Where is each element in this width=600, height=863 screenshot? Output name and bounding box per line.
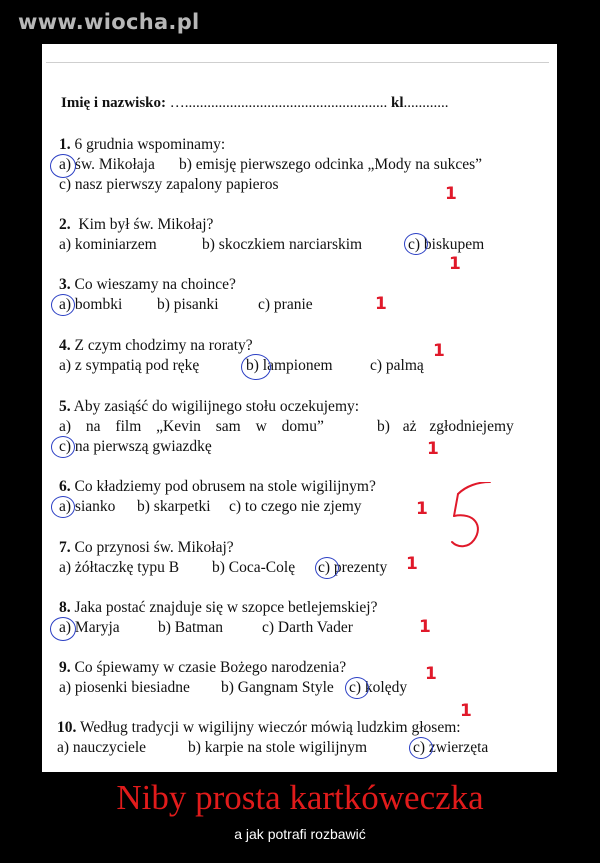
answer-b: b) aż zgłodniejemy xyxy=(377,418,514,435)
point-mark: 1 xyxy=(416,499,428,519)
question-5 xyxy=(59,397,557,457)
answer-a: a) kominiarzem xyxy=(59,236,157,253)
question-number: 7. xyxy=(59,539,71,556)
question-text: Według tradycji w wigilijny wieczór mówią ludzkim głosem: xyxy=(79,719,461,736)
answer-circle xyxy=(409,737,433,759)
top-rule xyxy=(46,62,549,63)
point-mark: 1 xyxy=(406,554,418,574)
answer-c: c) palmą xyxy=(370,357,424,374)
answer-circle xyxy=(241,354,271,380)
question-number: 6. xyxy=(59,478,71,495)
question-4 xyxy=(59,336,557,376)
question-1 xyxy=(59,135,557,195)
site-watermark: www.wiocha.pl xyxy=(18,10,200,34)
question-2 xyxy=(59,215,557,255)
answer-circle xyxy=(51,436,75,458)
question-text: Co kładziemy pod obrusem na stole wigilijnym? xyxy=(74,478,376,495)
question-text: Co wieszamy na choince? xyxy=(74,276,236,293)
question-8 xyxy=(59,598,557,638)
question-number: 8. xyxy=(59,599,71,616)
answer-b: b) Coca-Colę xyxy=(212,559,296,576)
question-number: 5. xyxy=(59,398,71,415)
answer-circle xyxy=(50,154,76,178)
question-text: Kim był św. Mikołaj? xyxy=(78,216,214,233)
answer-a: a) żółtaczkę typu B xyxy=(59,559,180,576)
question-text: 6 grudnia wspominamy: xyxy=(74,136,226,153)
name-label: Imię i nazwisko: xyxy=(61,95,166,111)
answer-c: c) zwierzęta xyxy=(413,739,489,756)
answer-a: a) św. Mikołaja xyxy=(59,156,155,173)
point-mark: 1 xyxy=(449,254,461,274)
answer-a: a) z sympatią pod rękę xyxy=(59,357,200,374)
answer-b: b) emisję pierwszego odcinka „Mody na sukces” xyxy=(179,156,483,173)
answer-a: a) Maryja xyxy=(59,619,120,636)
answer-circle xyxy=(51,294,75,316)
answer-c: c) Darth Vader xyxy=(262,619,353,636)
point-mark: 1 xyxy=(433,341,445,361)
answer-c: c) kolędy xyxy=(349,679,408,696)
question-text: Co przynosi św. Mikołaj? xyxy=(74,539,234,556)
answer-circle xyxy=(51,496,75,518)
point-mark: 1 xyxy=(425,664,437,684)
point-mark: 1 xyxy=(375,294,387,314)
point-mark: 1 xyxy=(445,184,457,204)
question-3 xyxy=(59,275,557,315)
answer-c: c) to czego nie zjemy xyxy=(229,498,362,515)
name-dots: …...................................................... xyxy=(169,95,388,111)
question-text: Jaka postać znajduje się w szopce betlejemskiej? xyxy=(74,599,378,616)
answer-a: a) piosenki biesiadne xyxy=(59,679,190,696)
question-number: 1. xyxy=(59,136,71,153)
answer-c: c) nasz pierwszy zapalony papieros xyxy=(59,176,279,193)
answer-b: b) karpie na stole wigilijnym xyxy=(188,739,368,756)
answer-b: b) skoczkiem narciarskim xyxy=(202,236,363,253)
answer-c: c) pranie xyxy=(258,296,313,313)
answer-a: a) nauczyciele xyxy=(57,739,147,756)
question-10 xyxy=(57,718,557,758)
answer-b: b) Gangnam Style xyxy=(221,679,334,696)
class-dots: ............ xyxy=(403,95,449,111)
answer-c: c) prezenty xyxy=(318,559,388,576)
question-number: 9. xyxy=(59,659,71,676)
point-mark: 1 xyxy=(419,617,431,637)
question-text: Co śpiewamy w czasie Bożego narodzenia? xyxy=(74,659,347,676)
question-9 xyxy=(59,658,557,698)
question-7 xyxy=(59,538,557,578)
answer-b: b) pisanki xyxy=(157,296,219,313)
answer-circle xyxy=(404,233,428,255)
answer-circle xyxy=(50,617,76,641)
class-label: kl xyxy=(391,95,404,111)
quiz-sheet xyxy=(42,44,557,772)
answer-a: a) na film „Kevin sam w domu” xyxy=(59,418,324,435)
answer-b: b) skarpetki xyxy=(137,498,211,515)
answer-a: a) sianko xyxy=(59,498,116,515)
name-class-header xyxy=(61,95,449,112)
answer-b: b) Batman xyxy=(158,619,223,636)
answer-circle xyxy=(315,557,339,579)
answer-c: c) biskupem xyxy=(408,236,485,253)
answer-b: b) lampionem xyxy=(246,357,333,374)
question-number: 3. xyxy=(59,276,71,293)
question-text: Aby zasiąść do wigilijnego stołu oczekujemy: xyxy=(73,398,360,415)
question-number: 10. xyxy=(57,719,77,736)
poster-subcaption: a jak potrafi rozbawić xyxy=(234,826,366,842)
answer-circle xyxy=(345,677,369,699)
point-mark: 1 xyxy=(427,439,439,459)
question-number: 2. xyxy=(59,216,71,233)
question-number: 4. xyxy=(59,337,71,354)
question-text: Z czym chodzimy na roraty? xyxy=(74,337,253,354)
point-mark: 1 xyxy=(460,701,472,721)
poster-caption: Niby prosta kartkóweczka xyxy=(116,778,484,817)
answer-c: c) na pierwszą gwiazdkę xyxy=(59,438,212,455)
answer-a: a) bombki xyxy=(59,296,123,313)
